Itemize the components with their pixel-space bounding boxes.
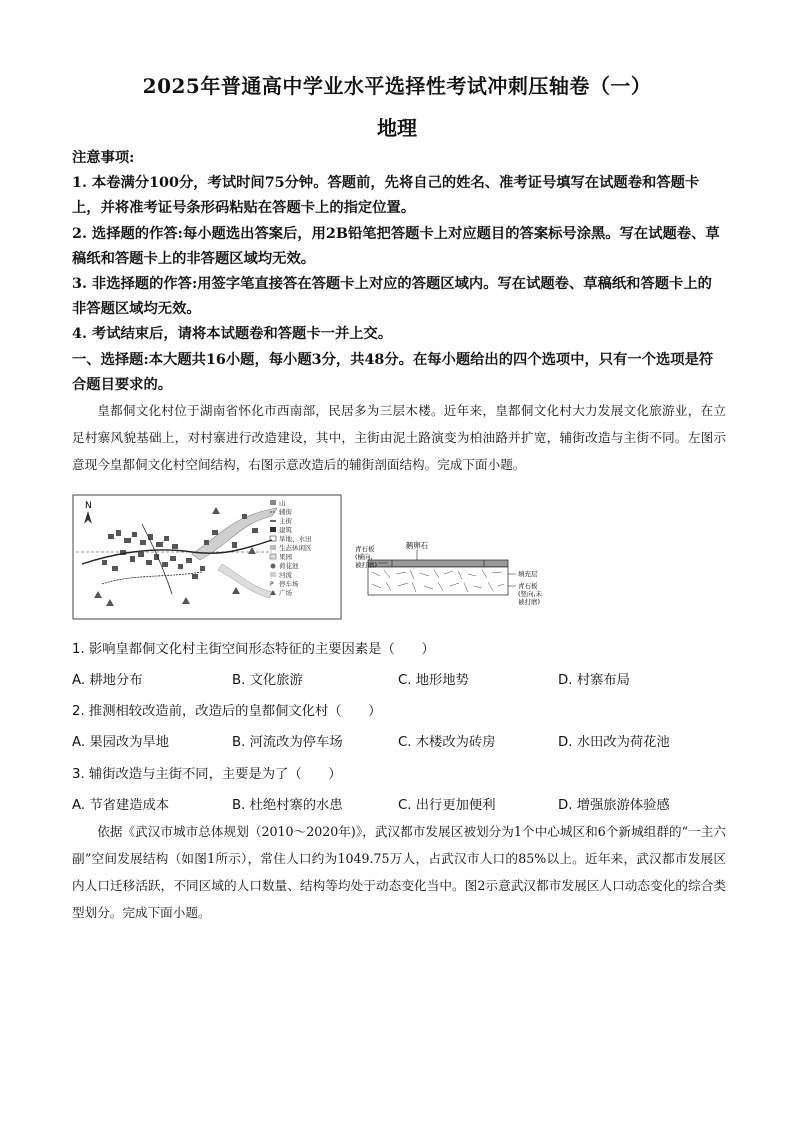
notes-heading: 注意事项: [72, 150, 135, 166]
svg-text:果园: 果园 [279, 553, 292, 561]
svg-text:青石板: 青石板 [355, 545, 375, 553]
exam-notes [72, 146, 726, 398]
svg-text:广场: 广场 [279, 589, 292, 597]
q3-option-a: A. 节省建造成本 [72, 798, 170, 813]
svg-text:主街: 主街 [279, 517, 292, 525]
q1-option-b: B. 文化旅游 [232, 673, 303, 688]
figure-svg [72, 494, 592, 620]
svg-text:青石板: 青石板 [518, 582, 538, 590]
street-cross-section [355, 540, 543, 606]
q2-option-a: A. 果园改为旱地 [72, 735, 170, 750]
section-heading: 一、选择题:本大题共16小题，每小题3分，共48分。在每小题给出的四个选项中，只有一个选项是符合题目要求的。 [72, 351, 714, 393]
svg-text:河流: 河流 [279, 571, 292, 579]
q3-option-d: D. 增强旅游体验感 [558, 798, 670, 813]
q1-option-d: D. 村寨布局 [558, 673, 630, 688]
question-3-stem: 3. 辅街改造与主街不同，主要是为了（ ） [72, 767, 342, 782]
q2-option-d: D. 水田改为荷花池 [558, 735, 670, 750]
note-item-4: 4. 考试结束后，请将本试题卷和答题卡一并上交。 [72, 326, 393, 343]
svg-text:山: 山 [279, 499, 286, 507]
q3-option-b: B. 杜绝村寨的水患 [232, 798, 343, 813]
note-item-1: 1. 本卷满分100分，考试时间75分钟。答题前，先将自己的姓名、准考证号填写在试题卷和答题卡上，并将准考证号条形码粘贴在答题卡上的指定位置。 [72, 175, 700, 217]
q3-option-c: C. 出行更加便利 [398, 798, 496, 813]
q2-option-b: B. 河流改为停车场 [232, 735, 343, 750]
svg-text:被打磨): 被打磨) [518, 598, 541, 606]
svg-text:(竖向,未: (竖向,未 [518, 590, 543, 598]
note-item-2: 2. 选择题的作答:每小题选出答案后，用2B铅笔把答题卡上对应题目的答案标号涂黑。写在试题卷、草稿纸和答题卡上的非答题区域均无效。 [72, 225, 720, 267]
svg-text:旱地、水田: 旱地、水田 [279, 535, 312, 543]
passage-1: 皇都侗文化村位于湖南省怀化市西南部，民居多为三层木楼。近年来，皇都侗文化村大力发展文化旅游业，在立足村寨风貌基础上，对村寨进行改造建设，其中，主街由泥土路演变为柏油路并扩宽，辅街改造与主街不同。左图示意现今皇都侗文化村空间结构，右图示意改造后的辅街剖面结构。完成下面小题。 [72, 403, 726, 472]
passage-2: 依据《武汉市城市总体规划（2010～2020年)》，武汉都市发展区被划分为1个中心城区和6个新城组群的“一主六副”空间发展结构（如图1所示），常住人口约为1049.75万人，占武汉市人口的85%以上。近年来，武汉都市发展区内人口迁移活跃，不同区域的人口数量、结构等均处于动态变化当中。图2示意武汉都市发展区人口动态变化的综合类型划分。完成下面小题。 [72, 824, 726, 920]
svg-text:生态休闲区: 生态休闲区 [279, 544, 312, 552]
svg-text:鹅卵石: 鹅卵石 [405, 541, 429, 550]
q1-option-a: A. 耕地分布 [72, 673, 143, 688]
subject-title: 地理 [377, 116, 417, 140]
svg-text:辅街: 辅街 [279, 508, 292, 516]
north-label: N [85, 501, 92, 511]
note-item-3: 3. 非选择题的作答:用签字笔直接答在答题卡上对应的答题区域内。写在试题卷、草稿纸和答题卡上的非答题区域均无效。 [72, 276, 712, 318]
q2-option-c: C. 木楼改为砖房 [398, 735, 496, 750]
question-2-stem: 2. 推测相较改造前，改造后的皇都侗文化村（ ） [72, 704, 382, 719]
svg-text:荷花池: 荷花池 [279, 562, 299, 570]
svg-text:填充层: 填充层 [518, 570, 538, 578]
svg-text:被打磨): 被打磨) [355, 561, 378, 569]
svg-text:P: P [270, 581, 274, 588]
map-frame [73, 495, 341, 619]
svg-text:停车场: 停车场 [279, 580, 299, 588]
q1-option-c: C. 地形地势 [398, 673, 469, 688]
exam-title: 2025年普通高中学业水平选择性考试冲刺压轴卷（一） [142, 74, 652, 98]
svg-text:(横向,: (横向, [355, 553, 373, 561]
svg-text:建筑: 建筑 [279, 526, 292, 534]
question-1-stem: 1. 影响皇都侗文化村主街空间形态特征的主要因素是（ ） [72, 642, 435, 657]
figure-village [72, 494, 592, 620]
